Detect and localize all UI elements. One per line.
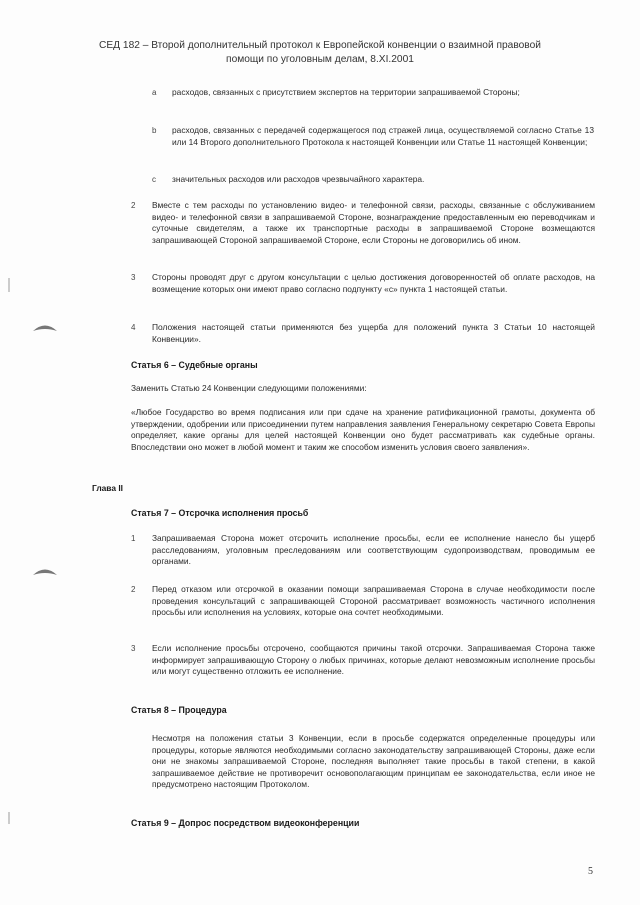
punch-hole-mark-upper — [32, 322, 58, 332]
article-6-heading: Статья 6 – Судебные органы — [131, 360, 258, 370]
article-8-heading: Статья 8 – Процедура — [131, 705, 227, 715]
document-header — [95, 39, 545, 67]
header-line-1: СЕД 182 – Второй дополнительный протокол к Европейской конвенции о взаимной правовой — [99, 40, 541, 51]
article-9-heading: Статья 9 – Допрос посредством видеоконференции — [131, 818, 360, 828]
para-4-text: Положения настоящей статьи применяются без ущерба для положений пункта 3 Статьи 10 настоящей Конвенции». — [152, 322, 595, 344]
art7-para-2-text: Перед отказом или отсрочкой в оказании помощи запрашиваемая Сторона в случае необходимости после проведения консультаций с запрашивающей Стороной рассматривает возможность частичного исполнения просьбы или исполнения на условиях, которые она сочтет необходимыми. — [152, 584, 595, 618]
chapter-heading: Глава II — [92, 483, 123, 493]
punch-hole-mark-lower — [32, 566, 58, 576]
scan-edge-mark — [8, 278, 10, 292]
para-2-marker: 2 — [131, 201, 136, 210]
page-number: 5 — [588, 866, 593, 877]
article-8-text: Несмотря на положения статьи 3 Конвенции, если в просьбе содержатся определенные процедуры или процедуры, которые являются необходимыми согласно законодательству запрашивающей Стороны, даже если они не знакомы запрашиваемой Стороне, последняя выполняет такие просьбы в такой степени, в какой запрашиваемое действие не противоречит основополагающим принципам ее законодательства, если иное не предусмотрено настоящим Протоколом. — [152, 733, 595, 790]
item-a-text: расходов, связанных с присутствием экспертов на территории запрашиваемой Стороны; — [172, 87, 520, 97]
item-c-text: значительных расходов или расходов чрезвычайного характера. — [172, 174, 425, 184]
item-b-marker: b — [152, 126, 157, 135]
article-6-quote: «Любое Государство во время подписания или при сдаче на хранение ратификационной грамоты, документа об утверждении, одобрении или присоединении путем направления заявления Генеральному секретарю Совета Европы определяет, какие органы для целей настоящей Конвенции оно будет рассматривать как судебные органы. Впоследствии оно может в любой момент и таким же способом изменить условия своего заявления». — [131, 407, 595, 452]
item-b-text: расходов, связанных с передачей содержащегося под стражей лица, осуществляемой согласно Статье 13 или 14 Второго дополнительного Протокола к настоящей Конвенции или Статье 11 настоящей Конвенции; — [172, 125, 594, 147]
para-3-text: Стороны проводят друг с другом консультации с целью достижения договоренностей об оплате расходов, на возмещение которых они имеют право согласно подпункту «с» пункта 1 настоящей статьи. — [152, 272, 595, 294]
item-c-marker: c — [152, 175, 156, 184]
art7-para-2-marker: 2 — [131, 585, 136, 594]
art7-para-1-marker: 1 — [131, 534, 136, 543]
article-6-intro: Заменить Статью 24 Конвенции следующими положениями: — [131, 383, 367, 393]
para-4-marker: 4 — [131, 323, 136, 332]
article-7-heading: Статья 7 – Отсрочка исполнения просьб — [131, 508, 309, 518]
para-3-marker: 3 — [131, 273, 136, 282]
header-line-2: помощи по уголовным делам, 8.XI.2001 — [226, 54, 414, 65]
art7-para-1-text: Запрашиваемая Сторона может отсрочить исполнение просьбы, если ее исполнение нанесло бы ущерб расследованиям, уголовным преследованиям или соответствующим судопроизводствам, проводимым ее органами. — [152, 533, 595, 567]
item-a-marker: a — [152, 88, 157, 97]
scan-edge-mark — [8, 812, 10, 824]
art7-para-3-text: Если исполнение просьбы отсрочено, сообщаются причины такой отсрочки. Запрашиваемая Сторона также информирует запрашивающую Сторону о любых причинах, которые делают невозможным исполнение просьбы или могут существенно отложить ее исполнение. — [152, 643, 595, 677]
para-2-text: Вместе с тем расходы по установлению видео- и телефонной связи, расходы, связанные с обслуживанием видео- и телефонной связи в запрашиваемой Стороне, вознаграждение предоставленным ею переводчикам и суточные свидетелям, а также их транспортные расходы в запрашиваемой Стороне возмещаются запрашивающей Стороной запрашиваемой Стороне, если Стороны не договорились об ином. — [152, 200, 595, 245]
art7-para-3-marker: 3 — [131, 644, 136, 653]
